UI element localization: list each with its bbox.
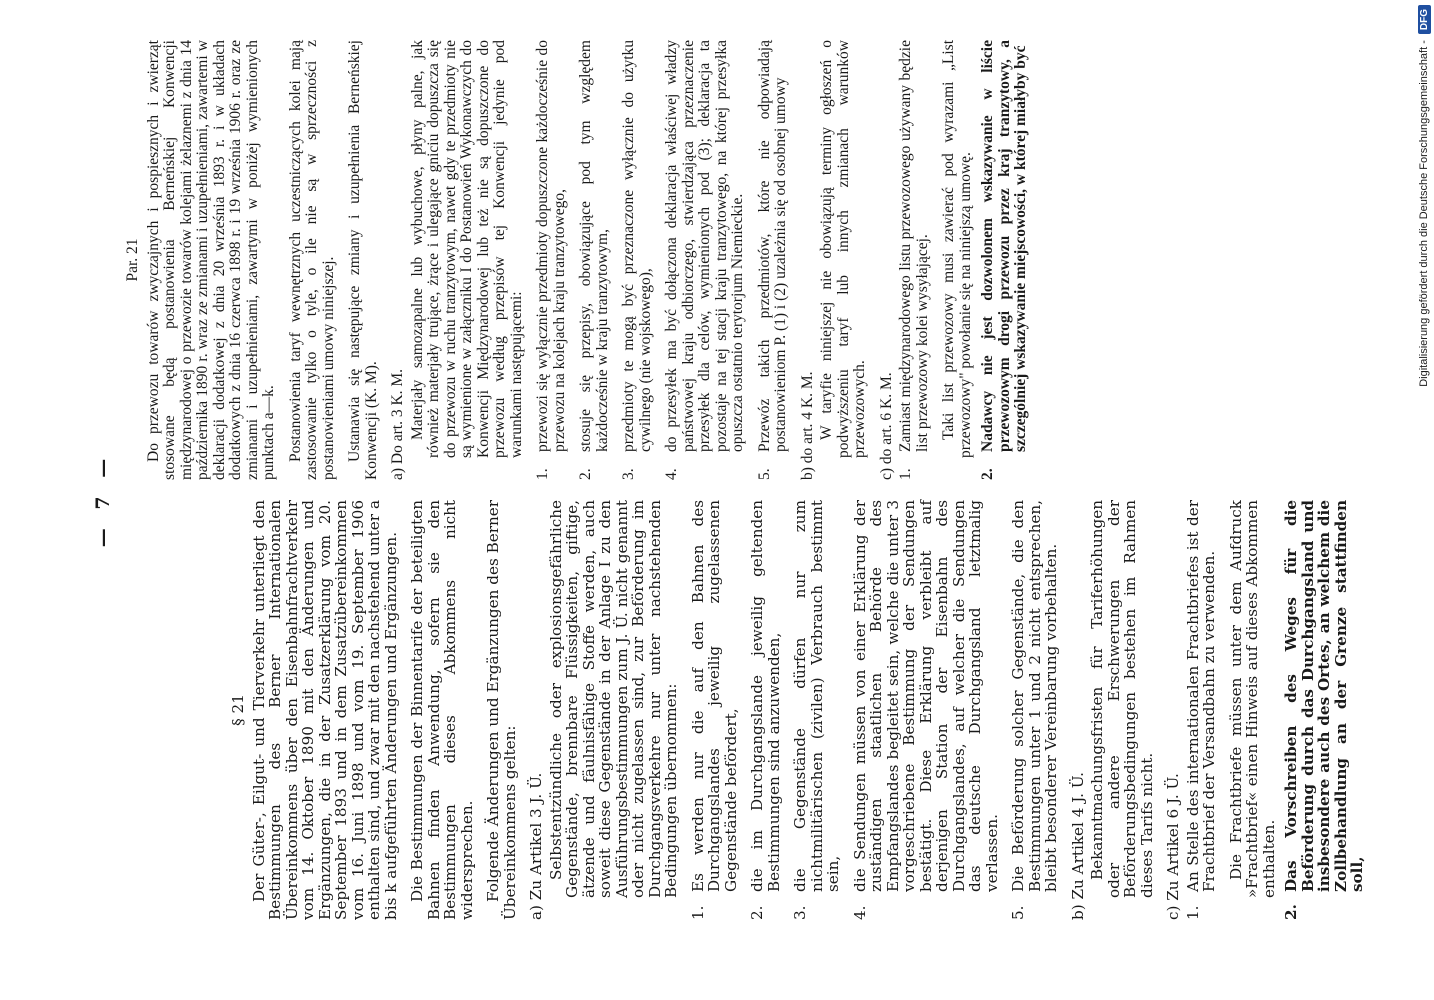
german-a-item	[1010, 500, 1060, 920]
german-b-label: b) Zu Artikel 4 J. Ü.	[1068, 772, 1087, 920]
polish-a-list	[535, 40, 790, 480]
german-a-text: Selbstentzündliche oder explosionsgefährliche Gegenstände, brennbare Flüssigkeiten, giftige, ätzende und fäulnisfähige Stoffe werden, auch soweit diese Gegenstände in der Anlage I zu den Ausführungsbestimmungen zum J. Ü. nicht genannt oder nicht zugelassen sind, zur Beförderung im Durchgangsverkehre nur unter nachstehenden Bedingungen übernommen:	[546, 500, 680, 898]
polish-a-item-number: 4.	[663, 468, 680, 480]
polish-a-item	[621, 40, 654, 480]
polish-c-note: Taki list przewozowy musi zawierać pod wyrazami „List przewozowy" powołanie się na niniejszą umowę.	[940, 40, 974, 458]
german-a-item	[749, 500, 782, 920]
german-a-item-number: 2.	[748, 905, 766, 920]
polish-a-item-number: 5.	[755, 468, 773, 480]
polish-section-title: Par. 21	[124, 238, 141, 282]
polish-taryf: Postanowienia taryf wewnętrznych uczestniczących kolei mają zastosowanie tylko o tyle, o ile nie są w sprzeczności z postanowieniami umowy niniejszej.	[286, 40, 337, 480]
polish-a-item-text: przewozi się wyłącznie przedmioty dopuszczone każdocześnie do przewozu na kolejach kraju tranzytowego,	[534, 40, 568, 452]
polish-a-item-text: Przewóz takich przedmiotów, które nie odpowiadają postanowieniom P. (1) i (2) uzależnia się od osobnej umowy	[755, 40, 789, 452]
polish-a-item-text: przedmioty te mogą być przeznaczone wyłącznie do użytku cywilnego (nie wojskowego),	[620, 40, 654, 452]
polish-c2-item-number: 2.	[979, 468, 996, 480]
polish-c-label: c) do art. 6 K. M.	[877, 372, 895, 480]
german-c-item-number: 1.	[1183, 905, 1202, 920]
page-number: — 7 —	[92, 452, 114, 548]
german-a-item-number: 1.	[688, 905, 707, 920]
polish-a-item-number: 2.	[577, 468, 594, 480]
polish-a-item-number: 3.	[620, 468, 637, 480]
scanned-page	[92, 0, 1395, 1000]
german-intro: Der Güter-, Eilgut- und Tierverkehr unterliegt den Bestimmungen des Berner Internationalen Übereinkommens über den Eisenbahnfrachtverkehr vom 14. Oktober 1890 mit den Änderungen und Ergänzungen, die in der Zusatzerklärung vom 20. September 1893 und in dem Zusatzübereinkommen vom 16. Juni 1898 und vom 19. September 1906 enthalten sind, und zwar mit den nachstehend unter a bis k aufgeführten Änderungen und Ergänzungen.	[249, 500, 400, 920]
polish-c-item	[898, 40, 931, 480]
german-section-title: § 21	[229, 694, 247, 726]
polish-a-text: Materjały samozapalne lub wybuchowe, płyny palne, jak również materjały trujące, żrące i ulegające gniciu dopuszcza się do przewozu w ruchu tranzytowym, nawet gdy te przedmioty nie są wymienione w załączniku I do Postanowień Wykonawczych do Konwencji Międzynarodowej lub też nie są dopuszczone do przewozu według przepisów tej Konwencji jedynie pod warunkami następującemi:	[408, 40, 525, 458]
german-c-label: c) Zu Artikel 6 J. Ü.	[1164, 773, 1182, 920]
german-c2-item-number: 2.	[1282, 904, 1300, 920]
polish-c-list	[898, 40, 931, 480]
german-a-item-text: die Sendungen müssen von einer Erklärung der zuständigen staatlichen Behörde des Empfangslandes begleitet sein, welche die unter 3 vorgeschriebene Bestimmung der Sendungen bestätigt. Diese Erklärung verbleibt auf derjenigen Station der Eisenbahn des Durchgangslandes, auf welcher die Sendungen das deutsche Durchgangsland letztmalig verlassen.	[850, 500, 1001, 892]
german-a-list	[690, 500, 1060, 920]
german-b-text: Bekanntmachungsfristen für Tariferhöhungen oder andere Erschwerungen der Beförderungsbedingungen bestehen im Rahmen dieses Tarifs nicht.	[1088, 500, 1156, 898]
polish-a-label: a) Do art. 3 K. M.	[389, 368, 406, 480]
german-a-item-number: 5.	[1009, 905, 1027, 920]
dfg-logo: DFG	[1418, 5, 1431, 34]
german-a-label: a) Zu Artikel 3 J. Ü.	[527, 772, 545, 920]
german-c-list	[1185, 500, 1218, 920]
german-a-item	[792, 500, 842, 920]
polish-a-item	[578, 40, 611, 480]
german-a-item-text: die Gegenstände dürfen nur zum nichtmilitärischen (zivilen) Verbrauch bestimmt sein,	[791, 500, 842, 892]
polish-c2-item	[980, 40, 1030, 480]
german-c-list-2	[1283, 500, 1366, 920]
polish-b-text: W taryfie niniejszej nie obowiązują terminy ogłoszeń o podwyższeniu taryf lub innych zmianach warunków przewozowych.	[818, 40, 868, 458]
polish-a-item-text: do przesyłek ma być dołączona deklaracja właściwej władzy państwowej kraju odbiorczego, stwierdzająca przeznaczenie przesyłek dla celów, wymienionych pod (3); deklaracja ta pozostaje na tej stacji kraju tranzytowego, na której przesyłka opuszcza ostatnio terytorjum Niemieckie.	[663, 40, 746, 452]
german-a-item	[690, 500, 740, 920]
german-c-item-text: An Stelle des internationalen Frachtbriefes ist der Frachtbrief der Versandbahn zu verwenden.	[1183, 500, 1218, 892]
polish-intro: Do przewozu towarów zwyczajnych i pospiesznych i zwierząt stosowane będą postanowienia Berneńskiej Konwencji międzynarodowej o przewozie towarów kolejami żelaznemi z dnia 14 października 1890 r. wraz ze zmianami i uzupełnieniami, zawartemi w deklaracji dodatkowej z dnia 20 września 1893 r. i w układach dodatkowych z dnia 16 czerwca 1898 r. i 19 września 1906 r. oraz ze zmianami i uzupełnieniami, zawartymi w poniżej wymienionych punktach a—k.	[144, 40, 277, 480]
german-column	[230, 500, 1376, 920]
polish-a-item	[535, 40, 568, 480]
german-c-item	[1185, 500, 1218, 920]
polish-c-list-2	[980, 40, 1030, 480]
polish-c-item-number: 1.	[897, 468, 914, 480]
polish-c-item-text: Zamiast międzynarodowego listu przewozowego używany będzie list przewozowy kolei wysyłającej.	[897, 40, 931, 452]
polish-a-item	[664, 40, 747, 480]
german-a-item	[852, 500, 1001, 920]
german-binnentarife: Die Bestimmungen der Binnentarife der beteiligten Bahnen finden Anwendung, sofern sie den Bestimmungen dieses Abkommens nicht widersprechen.	[408, 500, 476, 920]
polish-c2-item-text: Nadawcy nie jest dozwolonem wskazywanie w liście przewozowym drogi przewozu przez kraj tranzytowy, a szczególniej wskazywanie miejscowości, w której miałyby być	[979, 40, 1029, 452]
german-c2-item	[1283, 500, 1366, 920]
credit-text: Digitalisierung gefördert durch die Deutsche Forschungsgemeinschaft -	[1418, 40, 1430, 387]
polish-a-item-number: 1.	[534, 468, 551, 480]
german-a-item-text: Es werden nur die auf den Bahnen des Durchgangslandes jeweilig zugelassenen Gegenstände befördert,	[688, 500, 740, 892]
german-a-item-number: 4.	[850, 905, 869, 920]
german-c-note: Die Frachtbriefe müssen unter dem Aufdruck »Frachtbrief« einen Hinweis auf dieses Abkommen enthalten.	[1226, 500, 1278, 898]
german-c2-item-text: Das Vorschreiben des Weges für die Beförderung durch das Durchgangsland und insbesondere auch des Ortes, an welchem die Zollbehandlung an der Grenze stattfinden soll,	[1282, 500, 1366, 892]
polish-b-label: b) do art. 4 K. M.	[798, 371, 816, 480]
polish-a-item-text: stosuje się przepisy, obowiązujące pod tym względem każdocześnie w kraju tranzytowym,	[577, 40, 611, 452]
polish-column	[125, 40, 1040, 480]
polish-a-item	[757, 40, 790, 480]
german-a-item-number: 3.	[791, 905, 809, 920]
german-a-item-text: die im Durchgangslande jeweilig geltenden Bestimmungen sind anzuwenden,	[748, 500, 783, 892]
german-folgende: Folgende Änderungen und Ergänzungen des Berner Übereinkommens gelten:	[484, 499, 519, 920]
german-a-item-text: Die Beförderung solcher Gegenstände, die den Bestimmungen unter 1 und 2 nicht entsprechen, bleibt besonderer Vereinbarung vorbehalten.	[1009, 500, 1060, 892]
digitization-credit	[1413, 5, 1434, 995]
polish-ustanawia: Ustanawia się następujące zmiany i uzupełnienia Berneńskiej Konwencji (K. M).	[346, 40, 380, 480]
